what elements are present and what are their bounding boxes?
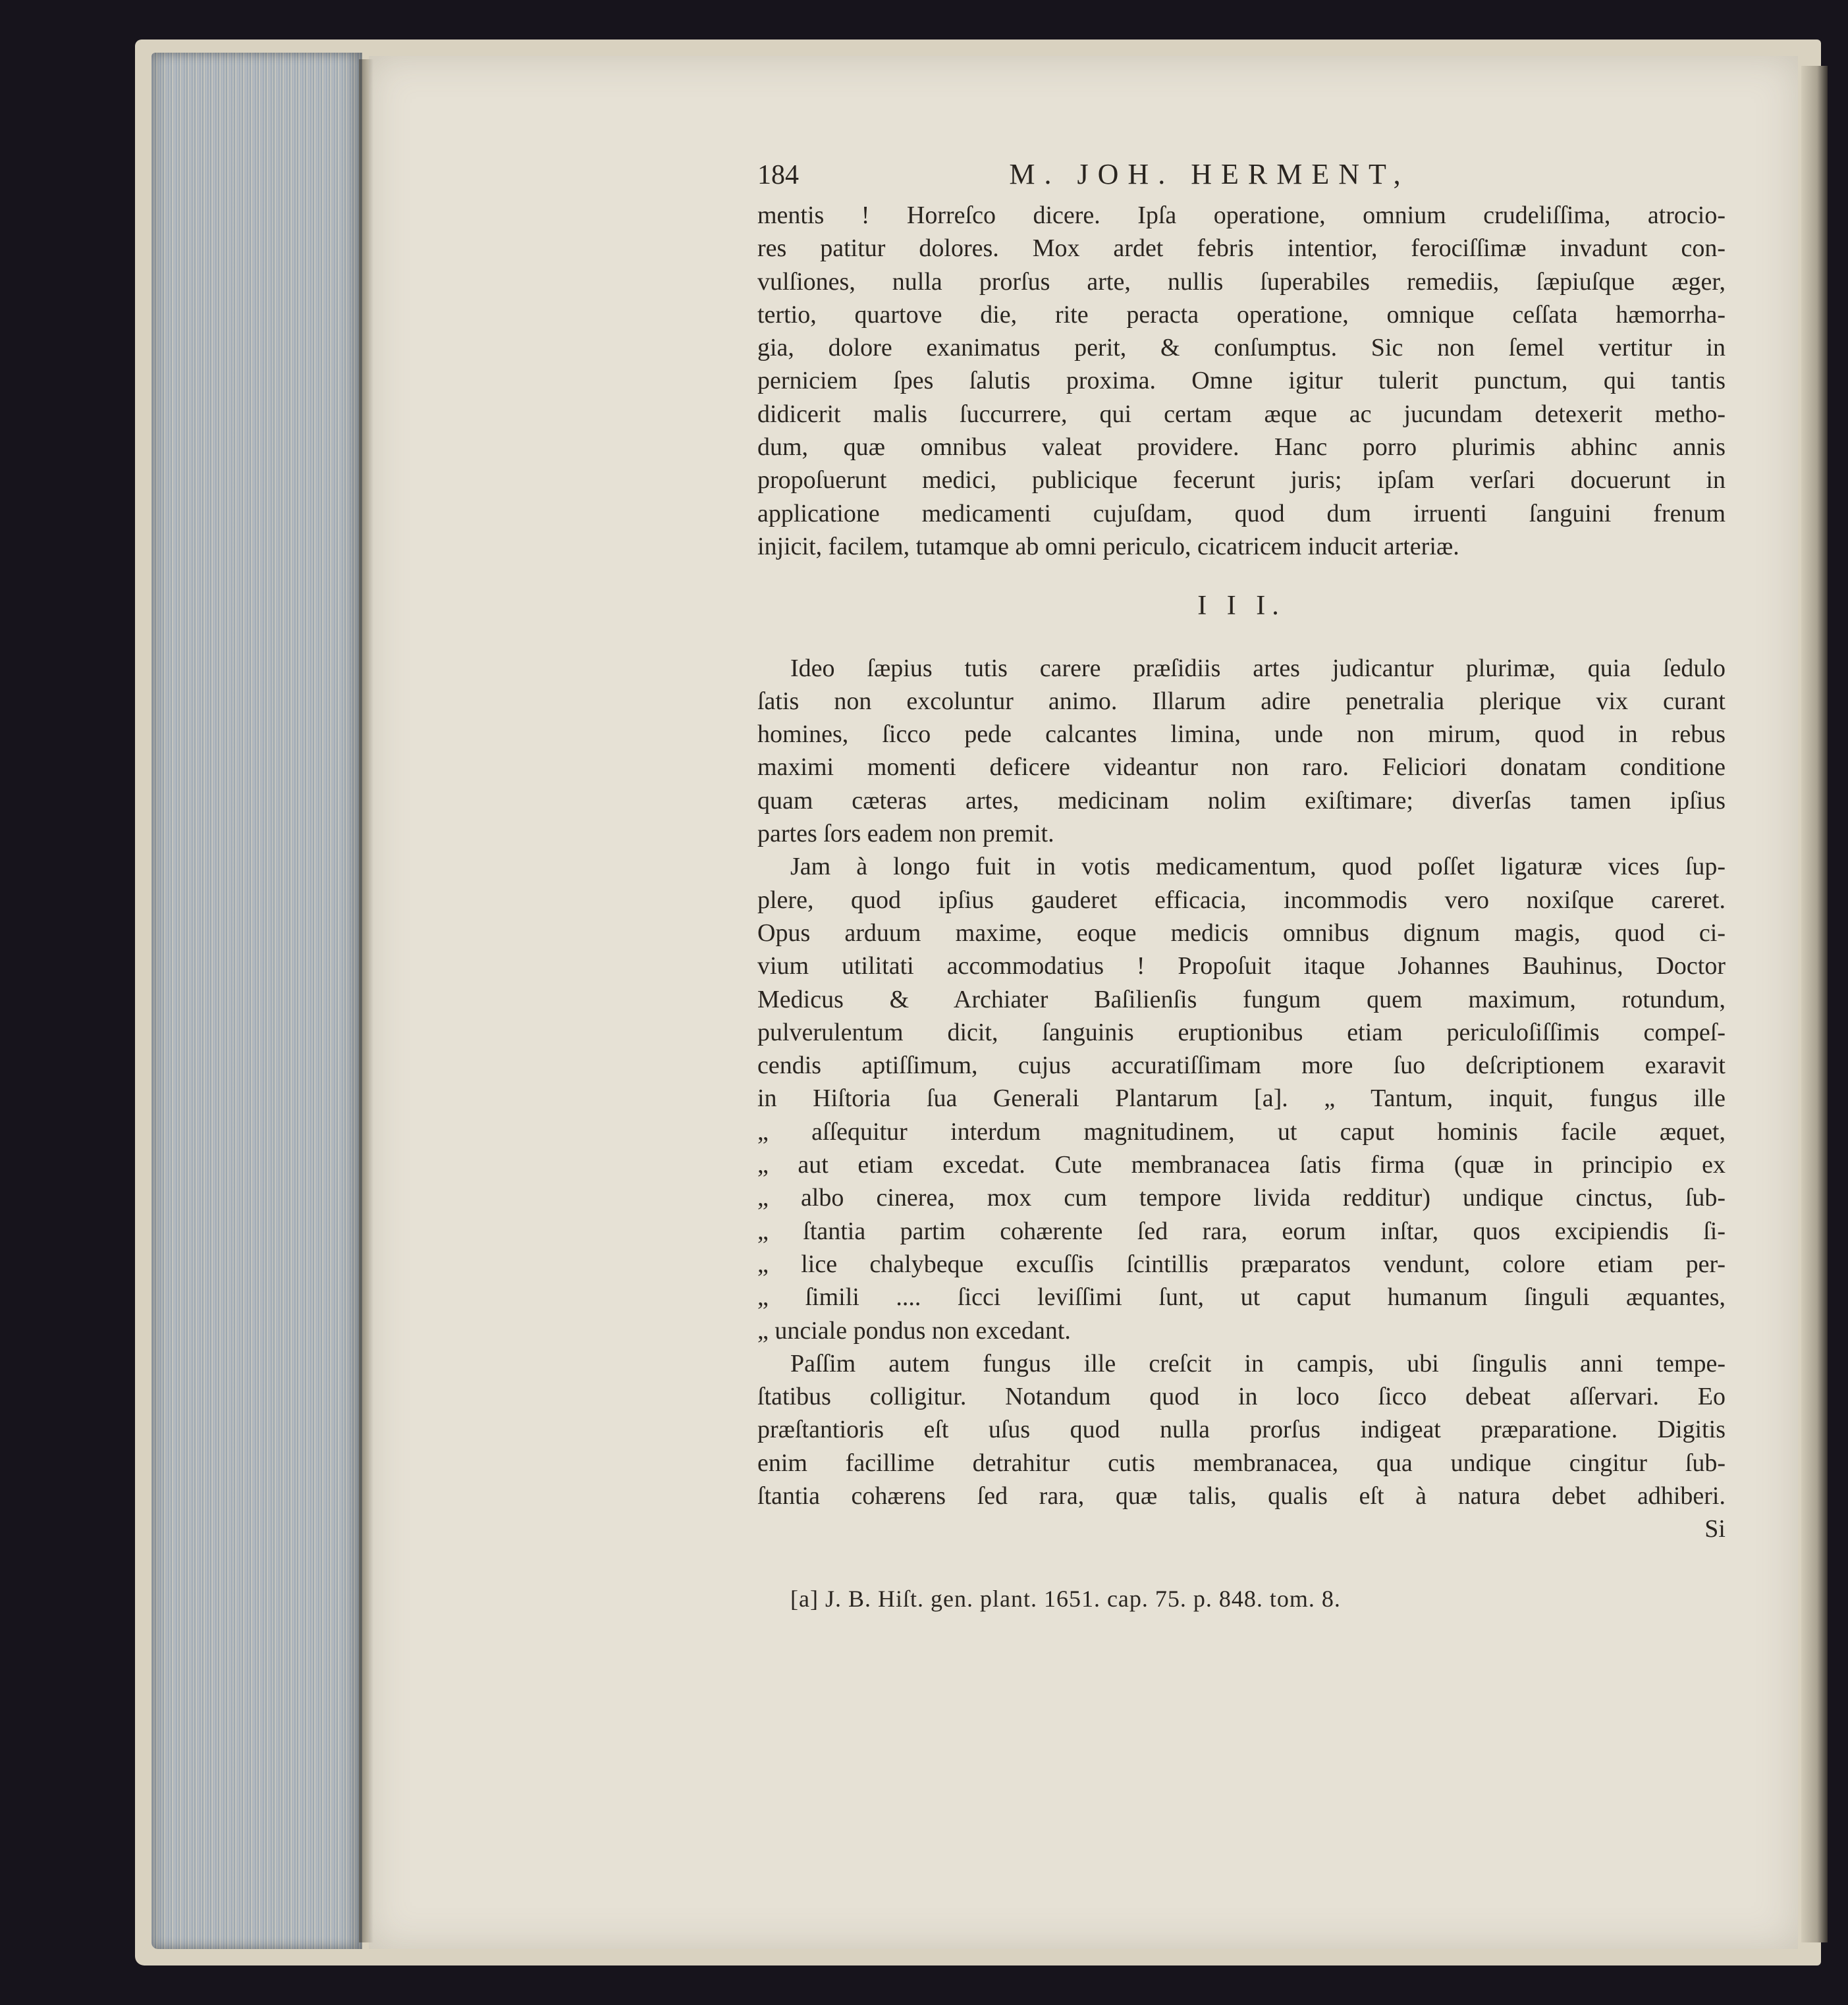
text-line: partes ſors eadem non premit. <box>757 820 1054 848</box>
text-line: dum, quæ omnibus valeat providere. Hanc porro plurimis abhinc annis <box>757 433 1726 462</box>
catchword: Si <box>1704 1515 1726 1543</box>
running-head-title: M. JOH. HERMENT, <box>1009 158 1410 190</box>
text-line: didicerit malis ſuccurrere, qui certam æque ac jucundam detexerit metho- <box>757 400 1726 428</box>
paragraph-2 <box>757 652 1726 851</box>
right-page-edge <box>1801 66 1828 1942</box>
text-line: „ aſſequitur interdum magnitudinem, ut caput hominis facile æquet, <box>757 1117 1726 1146</box>
text-line: Opus arduum maxime, eoque medicis omnibus dignum magis, quod ci- <box>757 919 1726 947</box>
text-line: cendis aptiſſimum, cujus accuratiſſimam more ſuo deſcriptionem exaravit <box>757 1052 1726 1080</box>
text-line: in Hiſtoria ſua Generali Plantarum [a]. „ Tantum, inquit, fungus ille <box>757 1084 1726 1113</box>
text-line: ſtantia cohærens ſed rara, quæ talis, qualis eſt à natura debet adhiberi. <box>757 1482 1726 1510</box>
text-line: gia, dolore exanimatus perit, & conſumptus. Sic non ſemel vertitur in <box>757 334 1726 362</box>
text-line: „ ſimili .... ſicci leviſſimi ſunt, ut caput humanum ſinguli æquantes, <box>757 1283 1726 1312</box>
text-block <box>757 158 1726 1616</box>
text-line: Paſſim autem fungus ille creſcit in campis, ubi ſingulis anni tempe- <box>790 1349 1726 1377</box>
text-line: Medicus & Archiater Baſilienſis fungum quem maximum, rotundum, <box>757 985 1726 1013</box>
text-line: „ ſtantia partim cohærente ſed rara, eorum inſtar, quos excipiendis ſi- <box>757 1217 1726 1245</box>
text-line: „ albo cinerea, mox cum tempore livida redditur) undique cinctus, ſub- <box>757 1184 1726 1212</box>
text-line: præſtantioris eſt uſus quod nulla prorſus indigeat præparatione. Digitis <box>757 1416 1726 1444</box>
text-line: „ aut etiam excedat. Cute membranacea ſatis firma (quæ in principio ex <box>757 1151 1726 1179</box>
gutter-shadow <box>359 59 373 1942</box>
text-line: vium utilitati accommodatius ! Propoſuit itaque Johannes Bauhinus, Doctor <box>757 952 1726 980</box>
text-line: perniciem ſpes ſalutis proxima. Omne igitur tulerit punctum, qui tantis <box>757 367 1726 395</box>
text-line: tertio, quartove die, rite peracta operatione, omnique ceſſata hæmorrha- <box>757 300 1726 329</box>
text-line: quam cæteras artes, medicinam nolim exiſtimare; diverſas tamen ipſius <box>757 786 1726 815</box>
text-line: enim facillime detrahitur cutis membranacea, qua undique cingitur ſub- <box>757 1449 1726 1477</box>
text-line: ſtatibus colligitur. Notandum quod in loco ſicco debeat aſſervari. Eo <box>757 1383 1726 1411</box>
text-line: homines, ſicco pede calcantes limina, unde non mirum, quod in rebus <box>757 720 1726 749</box>
text-line: applicatione medicamenti cujuſdam, quod dum irruenti ſanguini frenum <box>757 499 1726 527</box>
page-number: 184 <box>757 160 799 190</box>
running-head <box>757 158 1726 195</box>
text-line: vulſiones, nulla prorſus arte, nullis ſuperabiles remediis, ſæpiuſque æger, <box>757 267 1726 296</box>
text-line: „ unciale pondus non excedant. <box>757 1316 1071 1345</box>
text-line: injicit, facilem, tutamque ab omni periculo, cicatricem inducit arteriæ. <box>757 532 1459 560</box>
text-line: ſatis non excoluntur animo. Illarum adire penetralia plerique vix curant <box>757 687 1726 715</box>
text-line: maximi momenti deficere videantur non raro. Feliciori donatam conditione <box>757 753 1726 782</box>
text-line: propoſuerunt medici, publicique fecerunt juris; ipſam verſari docuerunt in <box>757 466 1726 495</box>
page-fore-edge <box>151 53 362 1949</box>
paragraph-4 <box>757 1347 1726 1512</box>
text-line: plere, quod ipſius gauderet efficacia, incommodis vero noxiſque careret. <box>757 886 1726 914</box>
paragraph-3 <box>757 850 1726 1347</box>
footnote: [a] J. B. Hiſt. gen. plant. 1651. cap. 75. p. 848. tom. 8. <box>790 1586 1341 1613</box>
text-line: pulverulentum dicit, ſanguinis eruptionibus etiam periculoſiſſimis compeſ- <box>757 1018 1726 1046</box>
text-line: „ lice chalybeque excuſſis ſcintillis præparatos vendunt, colore etiam per- <box>757 1250 1726 1278</box>
text-line: mentis ! Horreſco dicere. Ipſa operatione, omnium crudeliſſima, atrocio- <box>757 201 1726 229</box>
text-line: Jam à longo fuit in votis medicamentum, quod poſſet ligaturæ vices ſup- <box>790 853 1726 881</box>
section-heading: I I I. <box>1197 591 1286 622</box>
paragraph-1 <box>757 199 1726 563</box>
text-line: Ideo ſæpius tutis carere præſidiis artes judicantur plurimæ, quia ſedulo <box>790 654 1726 682</box>
text-line: res patitur dolores. Mox ardet febris intentior, ferociſſimæ invadunt con- <box>757 234 1726 263</box>
